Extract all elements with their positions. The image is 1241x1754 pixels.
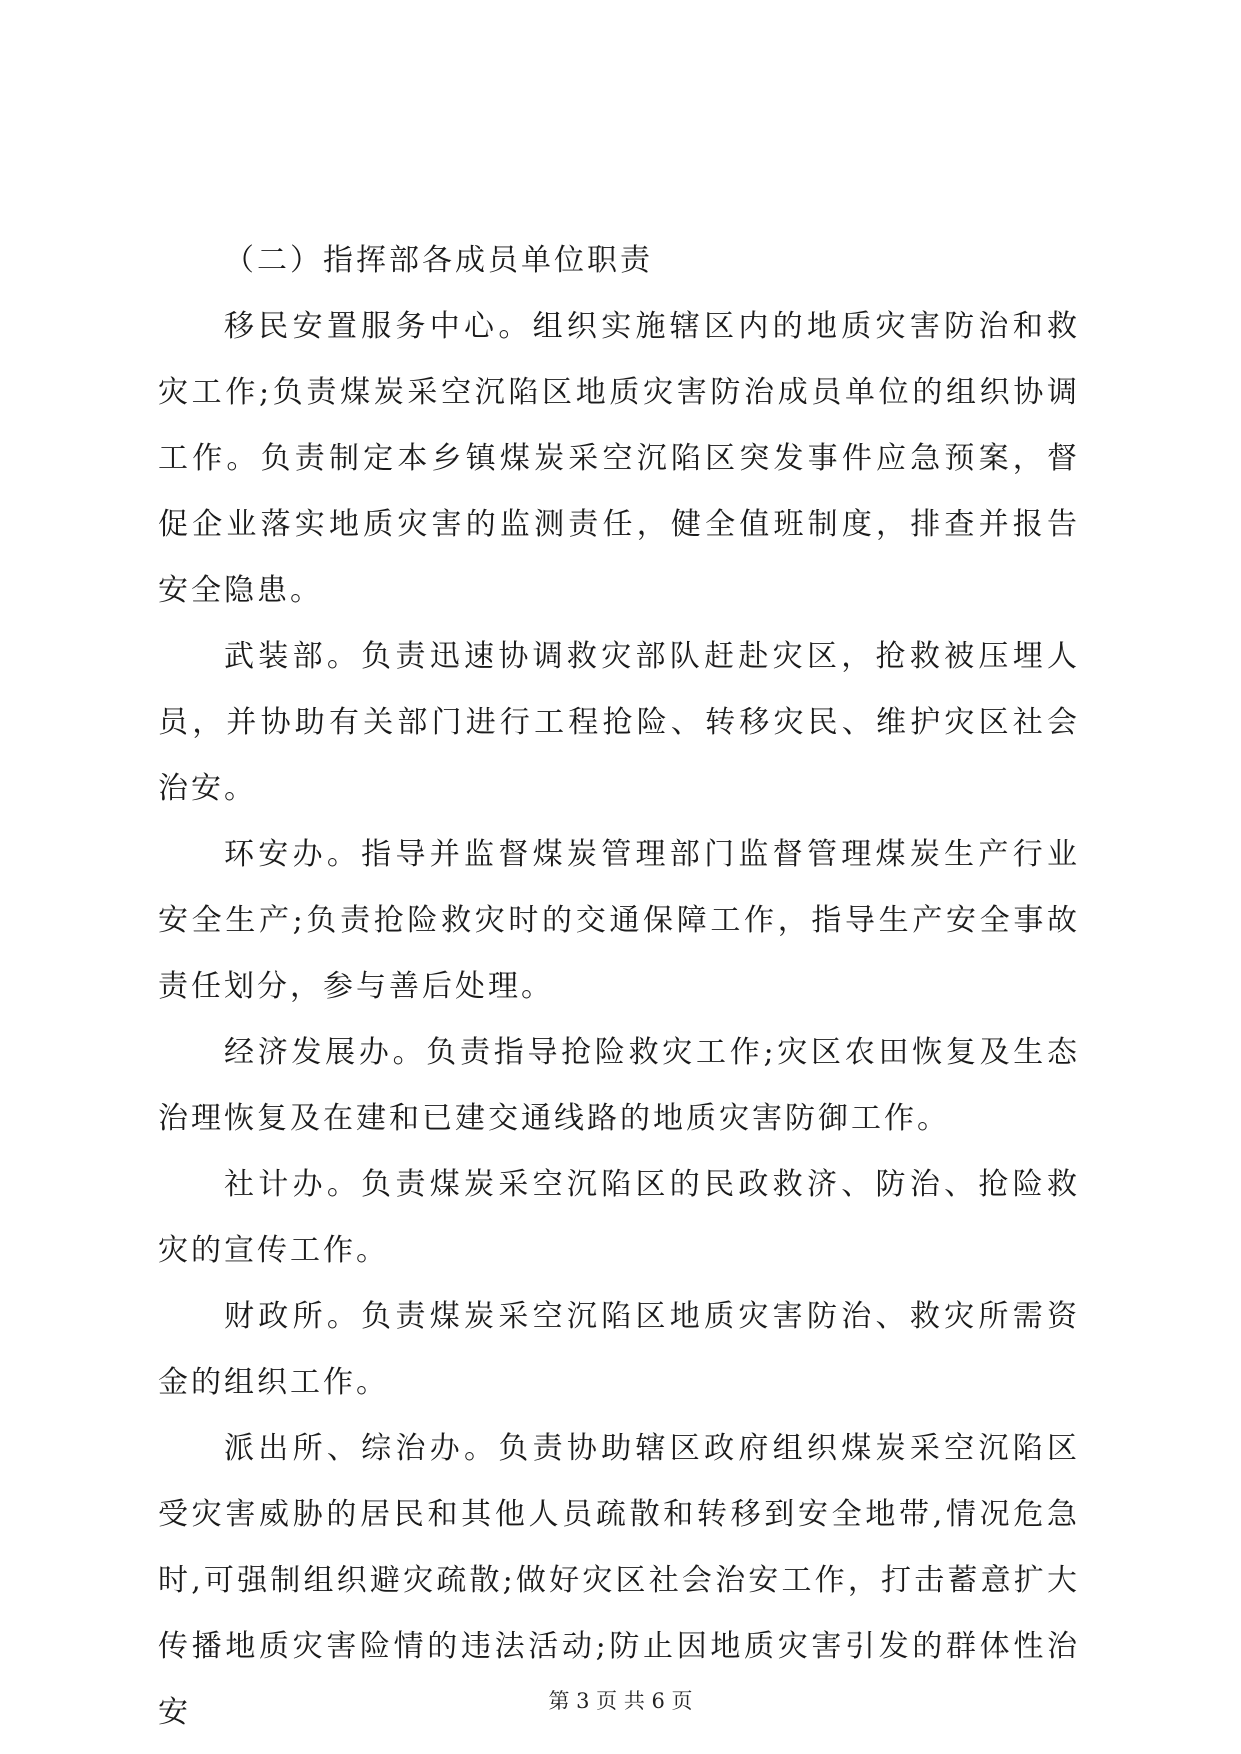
paragraph-environment-safety-office: 环安办。指导并监督煤炭管理部门监督管理煤炭生产行业安全生产;负责抢险救灾时的交通保障工作，指导生产安全事故责任划分，参与善后处理。 <box>158 837 1080 1004</box>
paragraph-economic-development-office: 经济发展办。负责指导抢险救灾工作;灾区农田恢复及生态治理恢复及在建和已建交通线路的地质灾害防御工作。 <box>158 1035 1080 1136</box>
section-heading: （二）指挥部各成员单位职责 <box>224 243 653 278</box>
document-body <box>158 228 1080 1746</box>
paragraph-police-station: 派出所、综治办。负责协助辖区政府组织煤炭采空沉陷区受灾害威胁的居民和其他人员疏散和转移到安全地带,情况危急时,可强制组织避灾疏散;做好灾区社会治安工作，打击蓄意扩大传播地质灾害险情的违法活动;防止因地质灾害引发的群体性治安 <box>158 1431 1080 1730</box>
paragraph-resettlement-center: 移民安置服务中心。组织实施辖区内的地质灾害防治和救灾工作;负责煤炭采空沉陷区地质灾害防治成员单位的组织协调工作。负责制定本乡镇煤炭采空沉陷区突发事件应急预案，督促企业落实地质灾害的监测责任，健全值班制度，排查并报告安全隐患。 <box>158 309 1080 608</box>
paragraph-finance-office: 财政所。负责煤炭采空沉陷区地质灾害防治、救灾所需资金的组织工作。 <box>158 1299 1080 1400</box>
page-footer: 第 3 页 共 6 页 <box>548 1689 693 1713</box>
paragraph-social-affairs-office: 社计办。负责煤炭采空沉陷区的民政救济、防治、抢险救灾的宣传工作。 <box>158 1167 1080 1268</box>
paragraph-armed-forces: 武装部。负责迅速协调救灾部队赶赴灾区，抢救被压埋人员，并协助有关部门进行工程抢险、转移灾民、维护灾区社会治安。 <box>158 639 1080 806</box>
